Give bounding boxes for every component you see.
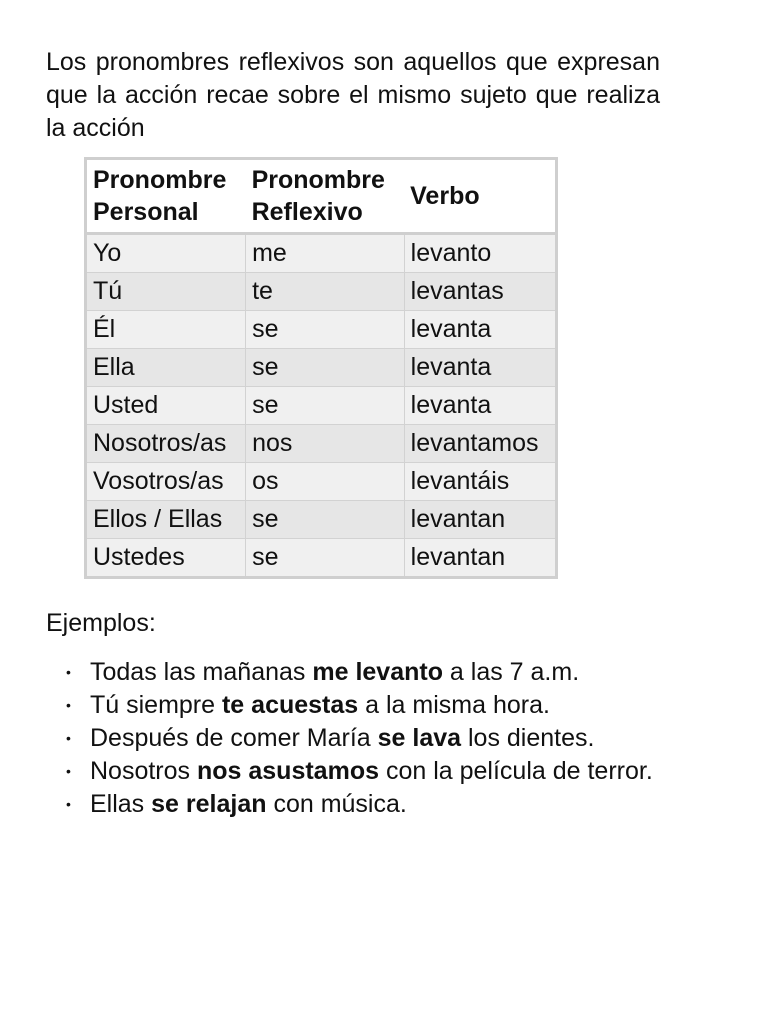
example-highlight: te acuestas bbox=[221, 691, 359, 719]
header-text: Pronombre bbox=[251, 166, 385, 194]
example-text: Después de comer María bbox=[90, 724, 378, 752]
example-text: Todas las mañanas bbox=[90, 658, 313, 686]
examples-heading: Ejemplos: bbox=[46, 609, 156, 637]
cell-verb: levanto bbox=[404, 234, 556, 273]
cell-reflexive: se bbox=[246, 349, 405, 387]
header-text: Personal bbox=[93, 198, 199, 226]
cell-personal: Yo bbox=[86, 234, 246, 273]
cell-verb: levanta bbox=[404, 349, 556, 387]
table-row bbox=[86, 539, 557, 578]
cell-reflexive: se bbox=[246, 311, 405, 349]
example-text: a la misma hora. bbox=[358, 691, 550, 719]
example-text: Tú siempre bbox=[90, 691, 222, 719]
bullet-icon: • bbox=[66, 796, 71, 812]
example-text: Nosotros bbox=[90, 757, 197, 785]
example-highlight: me levanto bbox=[312, 658, 443, 686]
example-text: con música. bbox=[266, 790, 407, 818]
cell-verb: levanta bbox=[404, 387, 556, 425]
example-text: con la película de terror. bbox=[379, 757, 653, 785]
cell-verb: levantáis bbox=[404, 463, 556, 501]
examples-list bbox=[60, 656, 760, 821]
list-item bbox=[60, 656, 760, 689]
cell-personal: Ellos / Ellas bbox=[86, 501, 246, 539]
cell-personal: Nosotros/as bbox=[86, 425, 246, 463]
pronouns-table bbox=[84, 157, 558, 579]
cell-reflexive: se bbox=[246, 539, 405, 578]
cell-personal: Él bbox=[86, 311, 246, 349]
example-text: Ellas bbox=[90, 790, 152, 818]
table-row bbox=[86, 387, 557, 425]
bullet-icon: • bbox=[66, 697, 71, 713]
bullet-icon: • bbox=[66, 763, 71, 779]
header-verb bbox=[404, 159, 556, 234]
cell-verb: levanta bbox=[404, 311, 556, 349]
table-row bbox=[86, 501, 557, 539]
table-row bbox=[86, 425, 557, 463]
list-item bbox=[60, 722, 760, 755]
cell-personal: Tú bbox=[86, 273, 246, 311]
cell-verb: levantamos bbox=[404, 425, 556, 463]
cell-personal: Vosotros/as bbox=[86, 463, 246, 501]
cell-reflexive: nos bbox=[246, 425, 405, 463]
table-row bbox=[86, 234, 557, 273]
cell-reflexive: se bbox=[246, 501, 405, 539]
cell-personal: Ustedes bbox=[86, 539, 246, 578]
cell-verb: levantas bbox=[404, 273, 556, 311]
example-highlight: se relajan bbox=[151, 790, 267, 818]
header-personal-pronoun bbox=[86, 159, 246, 234]
example-highlight: se lava bbox=[377, 724, 462, 752]
header-text: Reflexivo bbox=[251, 198, 363, 226]
cell-verb: levantan bbox=[404, 539, 556, 578]
example-highlight: nos asustamos bbox=[196, 757, 379, 785]
table-row bbox=[86, 349, 557, 387]
cell-personal: Usted bbox=[86, 387, 246, 425]
list-item bbox=[60, 689, 760, 722]
intro-paragraph: Los pronombres reflexivos son aquellos que expresan que la acción recae sobre el mismo sujeto que realiza la acción bbox=[46, 48, 660, 142]
table-header-row bbox=[86, 159, 557, 234]
list-item bbox=[60, 788, 760, 821]
header-text: Verbo bbox=[410, 182, 480, 210]
table-row bbox=[86, 463, 557, 501]
example-text: los dientes. bbox=[461, 724, 595, 752]
cell-personal: Ella bbox=[86, 349, 246, 387]
cell-reflexive: me bbox=[246, 234, 405, 273]
header-reflexive-pronoun bbox=[246, 159, 405, 234]
cell-verb: levantan bbox=[404, 501, 556, 539]
header-text: Pronombre bbox=[93, 166, 227, 194]
cell-reflexive: se bbox=[246, 387, 405, 425]
table-row bbox=[86, 311, 557, 349]
bullet-icon: • bbox=[66, 730, 71, 746]
cell-reflexive: os bbox=[246, 463, 405, 501]
table-row bbox=[86, 273, 557, 311]
bullet-icon: • bbox=[66, 664, 71, 680]
example-text: a las 7 a.m. bbox=[442, 658, 580, 686]
cell-reflexive: te bbox=[246, 273, 405, 311]
list-item bbox=[60, 755, 760, 788]
